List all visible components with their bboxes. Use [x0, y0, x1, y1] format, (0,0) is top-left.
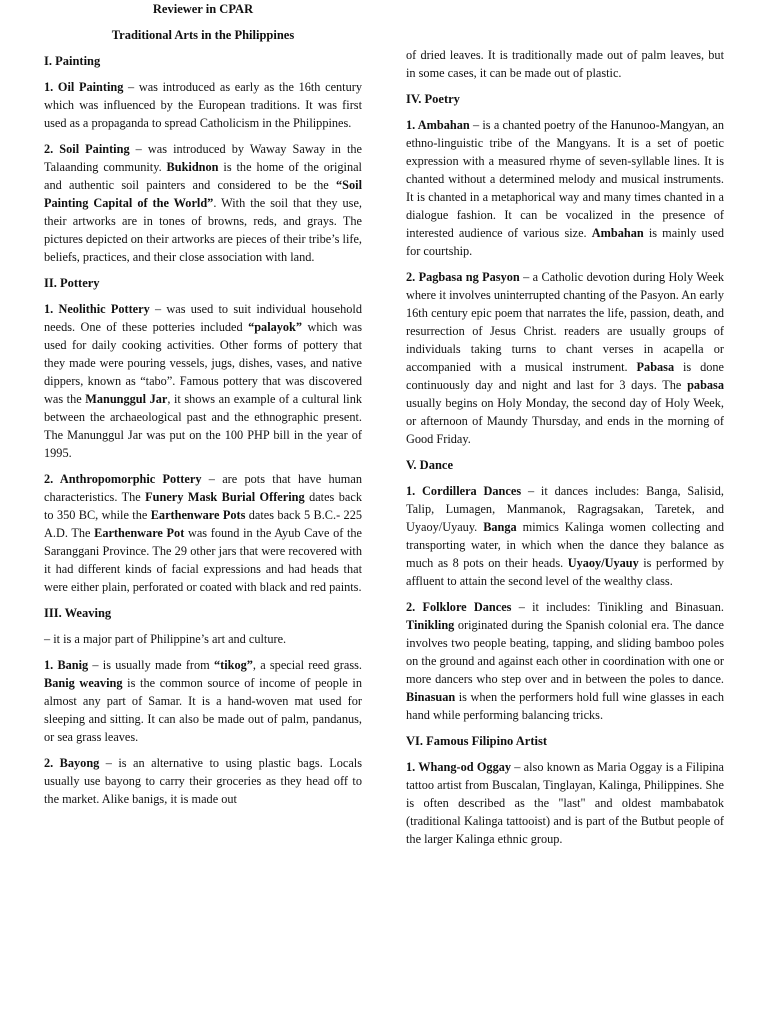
bold-term: Earthenware Pots: [150, 508, 246, 522]
bold-term: Bukidnon: [166, 160, 219, 174]
section-heading-poetry: IV. Poetry: [406, 92, 460, 106]
right-column: [406, 0, 724, 856]
entry-title-anthropomorphic-pottery: 2. Anthropomorphic Pottery: [44, 472, 202, 486]
bold-term: Funery Mask Burial Offering: [145, 490, 305, 504]
entry-text: , a special reed grass.: [252, 658, 362, 672]
section-heading-dance: V. Dance: [406, 458, 453, 472]
entry-text: usually begins on Holy Monday, the second day of Holy Week, or afternoon of Maundy Thursday, and ends in the morning of Good Friday.: [406, 396, 724, 446]
paragraph-ambahan: [406, 116, 724, 260]
document-title: Reviewer in CPAR: [152, 2, 254, 16]
bold-term: Manunggul Jar: [85, 392, 168, 406]
paragraph-neolithic-pottery: [44, 300, 362, 462]
entry-text: dates back 5 B.C.- 225 A.D. The: [44, 508, 363, 540]
entry-title-neolithic-pottery: 1. Neolithic Pottery: [44, 302, 150, 316]
entry-text: mimics Kalinga women collecting and transporting water, in which when the dance they balance as much as 8 pots on their heads.: [406, 520, 724, 570]
entry-text: is when the performers hold full wine glasses in each hand while performing balancing tricks.: [406, 690, 724, 722]
bold-term: Binasuan: [406, 690, 456, 704]
bold-term: “Soil Painting Capital of the World”: [44, 178, 362, 210]
entry-title-bayong: 2. Bayong: [44, 756, 100, 770]
entry-title-whang-od-oggay: 1. Whang-od Oggay: [406, 760, 512, 774]
entry-title-oil-painting: 1. Oil Painting: [44, 80, 124, 94]
paragraph-folklore-dances: [406, 598, 724, 724]
paragraph-oil-painting: [44, 78, 362, 132]
document-subtitle: Traditional Arts in the Philippines: [111, 28, 295, 42]
bold-term: Earthenware Pot: [94, 526, 185, 540]
entry-title-soil-painting: 2. Soil Painting: [44, 142, 130, 156]
entry-text: is the common source of income of people in almost any part of Samar. It is a hand-woven mat used for sleeping and sitting. It can also be made out of palm, pandanus, or sea grass leaves.: [44, 676, 362, 744]
bold-term: Banga: [483, 520, 517, 534]
paragraph-whang-od-oggay: [406, 758, 724, 848]
paragraph-anthropomorphic-pottery: [44, 470, 362, 596]
section-heading-pottery: II. Pottery: [44, 276, 100, 290]
entry-text: – was used to suit individual household needs. One of these potteries included: [44, 302, 362, 334]
entry-text: – was introduced as early as the 16th century which was influenced by the European traditions. It was first used as a propaganda to spread Catholicism in the Philippines.: [44, 80, 362, 130]
entry-text: – was introduced by Waway Saway in the Talaanding community.: [44, 142, 362, 174]
entry-text: – is usually made from: [88, 658, 214, 672]
paragraph-soil-painting: [44, 140, 362, 266]
bold-term: pabasa: [687, 378, 724, 392]
bold-term: “palayok”: [248, 320, 303, 334]
bold-term: Banig weaving: [44, 676, 123, 690]
bold-term: Pabasa: [636, 360, 675, 374]
entry-text: is mainly used for courtship.: [406, 226, 724, 258]
entry-text: is done continuously day and night and last for 3 days. The: [406, 360, 724, 392]
paragraph-pagbasa-ng-pasyon: [406, 268, 724, 448]
entry-text: is the home of the original and authentic soil painters and considered to be the: [44, 160, 362, 192]
paragraph-cordillera-dances: [406, 482, 724, 590]
entry-text: – a Catholic devotion during Holy Week where it involves uninterrupted chanting of the Pasyon. An early 16th century epic poem that narrates the life, passion, death, and resurrection of Jesus Christ. readers are usually groups of individuals taking turns to chant verses in acapella or accompanied with a musical instrument.: [406, 270, 724, 374]
bold-term: Tinikling: [406, 618, 455, 632]
bold-term: “tikog”: [213, 658, 253, 672]
entry-text: dates back to 350 BC, while the: [44, 490, 362, 522]
entry-title-folklore-dances: 2. Folklore Dances: [406, 600, 512, 614]
entry-text: , it shows an example of a cultural link between the archaeological past and the ethnographic present. The Manunggul Jar was put on the 100 PHP bill in the year of 1995.: [44, 392, 362, 460]
entry-text: originated during the Spanish colonial era. The dance involves two people beating, tapping, and sliding bamboo poles on the ground and against each other in coordination with one or more dancers who step over and in between the poles to dance.: [406, 618, 724, 686]
section-heading-painting: I. Painting: [44, 54, 101, 68]
entry-title-banig: 1. Banig: [44, 658, 89, 672]
entry-title-cordillera-dances: 1. Cordillera Dances: [406, 484, 522, 498]
bold-term: Uyaoy/Uyauy: [567, 556, 639, 570]
bold-term: Ambahan: [591, 226, 644, 240]
entry-text: – are pots that have human characteristics. The: [44, 472, 362, 504]
entry-text: which was used for daily cooking activities. Other forms of pottery that they made were pouring vessels, jugs, dishes, vases, and native dippers, known as “tabo”. Famous pottery that was discovered was the: [44, 320, 363, 406]
section-heading-weaving: III. Weaving: [44, 606, 112, 620]
entry-text: – it includes: Tinikling and Binasuan.: [511, 600, 724, 614]
paragraph-bayong-continued: of dried leaves. It is traditionally made out of palm leaves, but in some cases, it can be made out of plastic.: [406, 48, 724, 80]
entry-text: . With the soil that they use, their artworks are in tones of browns, reds, and grays. The pictures depicted on their artworks are pieces of their tribe’s life, beliefs, practices, and their close association with land.: [44, 196, 362, 264]
paragraph-weaving-intro: – it is a major part of Philippine’s art and culture.: [44, 632, 287, 646]
left-column: [44, 0, 362, 816]
section-heading-famous-artist: VI. Famous Filipino Artist: [406, 734, 547, 748]
entry-text: – is an alternative to using plastic bags. Locals usually use bayong to carry their groceries as they head off to the market. Alike banigs, it is made out: [44, 756, 363, 806]
paragraph-bayong: [44, 754, 362, 808]
entry-title-pagbasa-ng-pasyon: 2. Pagbasa ng Pasyon: [406, 270, 520, 284]
entry-text: is performed by affluent to attain the second level of the wealthy class.: [406, 556, 724, 588]
entry-text: – also known as Maria Oggay is a Filipina tattoo artist from Buscalan, Tinglayan, Kalinga, Philippines. She is often described as the "last" and oldest mambabatok (traditional Kalinga tattooist) and is part of the Butbut people of the larger Kalinga ethnic group.: [406, 760, 724, 846]
entry-text: – it dances includes: Banga, Salisid, Talip, Lumagen, Manmanok, Ragragsakan, Taretek, and Uyaoy/Uyauy.: [406, 484, 724, 534]
entry-text: was found in the Ayub Cave of the Saranggani Province. The 29 other jars that were recovered with it had different kinds of facial expressions and had heads that were either plain, perforated or coated with black and red paints.: [44, 526, 362, 594]
entry-text: – is a chanted poetry of the Hanunoo-Mangyan, an ethno-linguistic tribe of the Mangyans. It is a set of poetic expression with a measured rhyme of seven-syllable lines. It is chanted without a determined melody and musical instruments. It is chanted in a metaphorical way and many times chanted in a dialogue fashion. It can be vocalized in the presence of interested audience of various size.: [406, 118, 724, 240]
entry-title-ambahan: 1. Ambahan: [406, 118, 470, 132]
paragraph-banig: [44, 656, 362, 746]
